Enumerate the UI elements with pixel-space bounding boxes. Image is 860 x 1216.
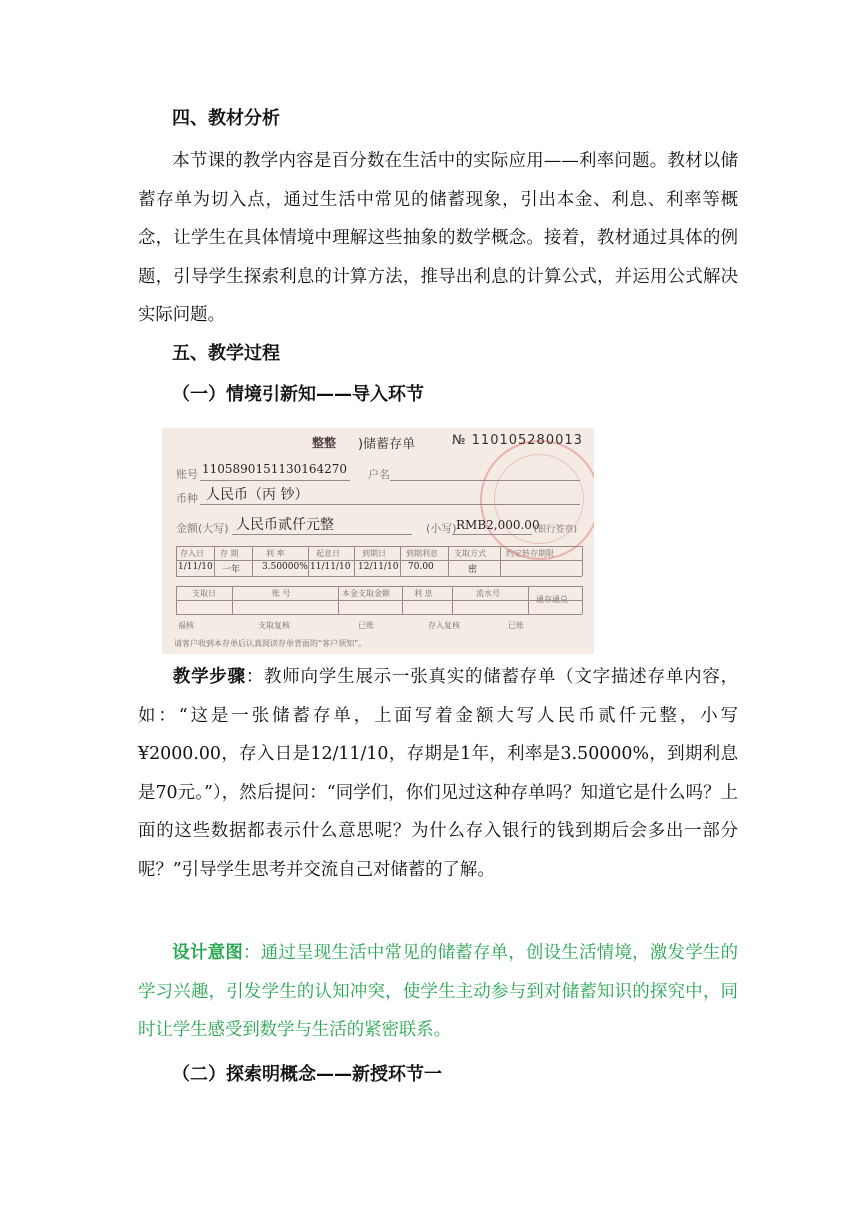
value-value-date: 11/11/10 (310, 562, 351, 572)
subheading-explore-concepts: （二）探索明概念——新授环节一 (172, 1064, 442, 1085)
teaching-steps-paragraph (138, 658, 738, 889)
footer-posted-2: 已账 (508, 621, 524, 630)
design-intent-paragraph (138, 934, 738, 1050)
header-serial: 流水号 (476, 589, 500, 598)
section-heading-teaching-process: 五、教学过程 (172, 343, 280, 364)
design-intent-text: ：通过呈现生活中常见的储蓄存单，创设生活情境，激发学生的学习兴趣，引发学生的认知冲突，使学生主动参与到对储蓄知识的探究中，同时让学生感受到数学与生活的紧密联系。 (138, 943, 738, 1040)
subheading-intro: （一）情境引新知——导入环节 (172, 384, 424, 405)
header-withdraw-date: 支取日 (192, 589, 216, 598)
account-label: 账号 (176, 468, 198, 481)
textbook-analysis-text: 本节课的教学内容是百分数在生活中的实际应用——利率问题。教材以储蓄存单为切入点，通过生活中常见的储蓄现象，引出本金、利息、利率等概念，让学生在具体情境中理解这些抽象的数学概念。接着，教材通过具体的例题，引导学生探索利息的计算方法，推导出利息的计算公式，并运用公式解决实际问题。 (138, 151, 738, 325)
teaching-steps-label: 教学步骤 (172, 667, 246, 687)
currency-label: 币种 (176, 492, 198, 505)
value-interest: 70.00 (408, 562, 434, 572)
bank-sign-label: (银行签章) (534, 525, 578, 535)
slip-title: )储蓄存单 (358, 437, 416, 452)
footer-withdraw-review: 支取复核 (258, 621, 290, 630)
header-interest: 到期利息 (406, 549, 438, 558)
amount-label: 金额(大写) (176, 522, 229, 535)
slip-type-stamp: 整整 (312, 436, 337, 450)
design-intent-label: 设计意图 (172, 943, 244, 963)
footer-deposit-review: 存入复核 (428, 621, 460, 630)
header-term: 存 期 (220, 549, 239, 558)
value-due-date: 12/11/10 (358, 562, 399, 572)
value-term: 一年 (222, 565, 241, 575)
value-withdraw-method: 密 (468, 565, 478, 575)
footer-posted-1: 已账 (358, 621, 374, 630)
account-value: 1105890151130164270 (202, 462, 348, 476)
currency-value: 人民币（丙 钞） (206, 487, 309, 503)
header-renewal: 约定转存期限 (506, 549, 554, 558)
header-principal: 本金支取金额 (342, 589, 390, 598)
deposit-slip-image (162, 428, 594, 654)
header-value-date: 起息日 (316, 549, 340, 558)
value-deposit-date: 1/11/10 (178, 562, 213, 572)
header-account: 账 号 (272, 589, 291, 598)
teaching-steps-text: ：教师向学生展示一张真实的储蓄存单（文字描述存单内容，如：“这是一张储蓄存单，上面写着金额大写人民币贰仟元整，小写¥2000.00，存入日是12/11/10，存期是1年，利率是3.50000%，到期利息是70元。”），然后提问：“同学们，你们见过这种存单吗？知道它是什么吗？上面的这些数据都表示什么意思呢？为什么存入银行的钱到期后会多出一部分呢？”引导学生思考并交流自己对储蓄的了解。 (138, 667, 738, 880)
slip-number: № 110105280013 (452, 433, 583, 448)
name-label: 户名 (368, 468, 390, 481)
value-rate: 3.50000% (262, 562, 308, 572)
footer-check: 福核 (178, 621, 194, 630)
header-deposit-date: 存入日 (180, 549, 204, 558)
textbook-analysis-paragraph (138, 142, 738, 335)
small-amount-value: RMB2,000.00 (456, 518, 540, 532)
small-amount-label: (小写) (426, 522, 457, 535)
section-heading-textbook-analysis: 四、教材分析 (172, 108, 280, 129)
customer-notice: 请客户收到本存单后认真阅读存单背面的“客户须知”。 (174, 639, 367, 648)
amount-value: 人民币贰仟元整 (236, 517, 334, 533)
header-rate: 利 率 (266, 549, 285, 558)
header-universal: 通存通兑 (536, 595, 568, 604)
header-interest-2: 利 息 (414, 589, 433, 598)
header-withdraw-method: 支取方式 (454, 549, 486, 558)
header-due-date: 到期日 (362, 549, 386, 558)
